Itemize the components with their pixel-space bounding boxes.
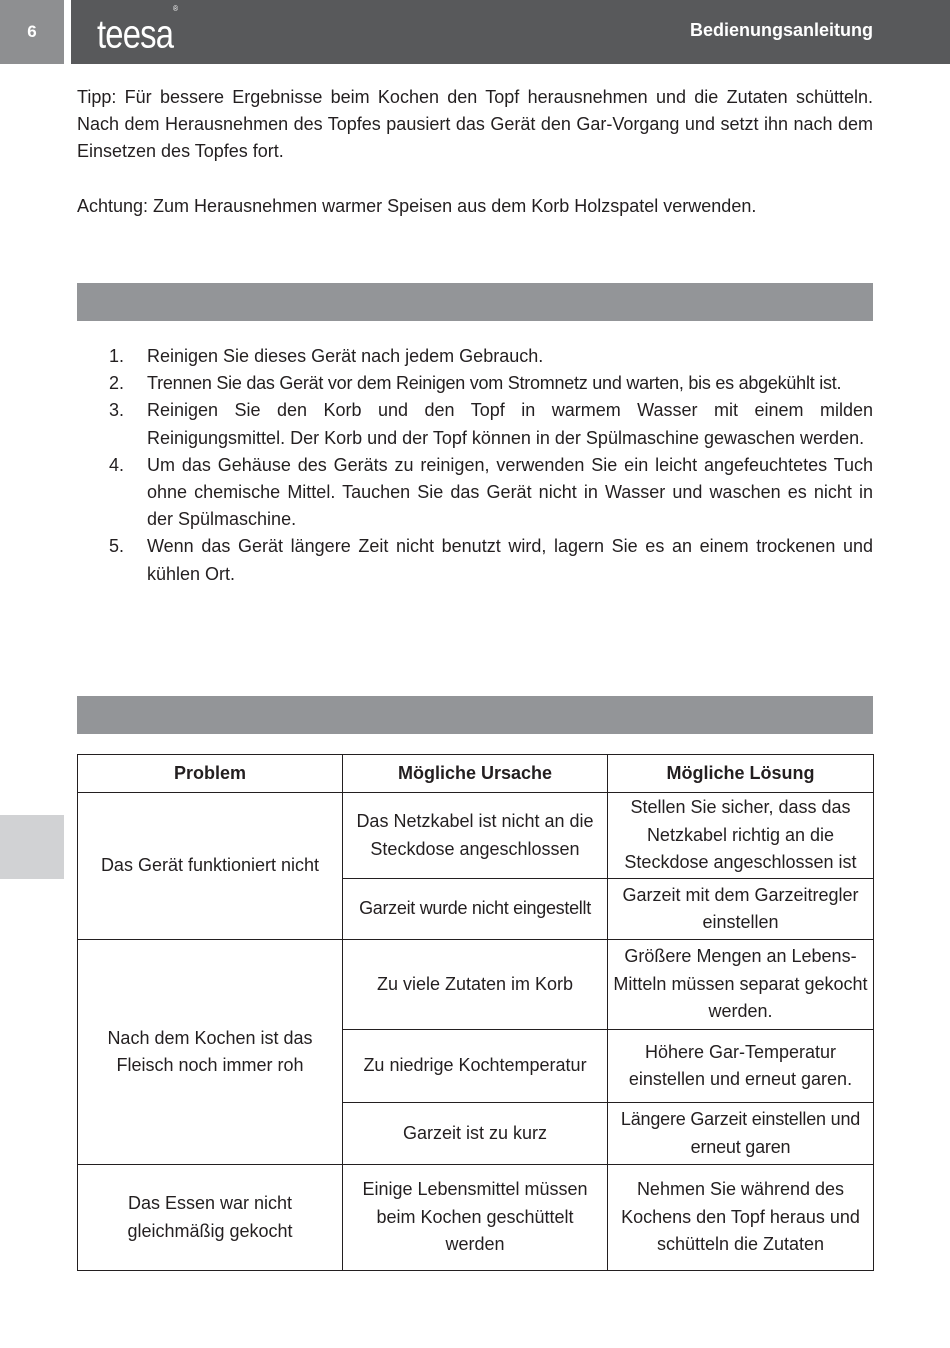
list-item xyxy=(77,397,873,451)
cleaning-steps-list xyxy=(77,343,873,588)
step-number: 1. xyxy=(109,346,125,366)
cleaning-section-bar xyxy=(77,283,873,321)
troubleshooting-table xyxy=(77,754,874,1271)
problem-cell: Das Essen war nicht gleichmäßig gekocht xyxy=(78,1165,343,1271)
header-problem: Problem xyxy=(78,755,343,793)
header-cause: Mögliche Ursache xyxy=(343,755,608,793)
page-header xyxy=(71,0,950,64)
list-item xyxy=(77,533,873,587)
step-text: Um das Gehäuse des Geräts zu reinigen, verwenden Sie ein leicht angefeuchtetes Tuch ohne chemische Mittel. Tauchen Sie das Gerät nicht in Wasser und waschen es nicht in der Spülmaschine. xyxy=(147,454,873,530)
tip-paragraph: Tipp: Für bessere Ergebnisse beim Kochen den Topf herausnehmen und die Zutaten schütteln. Nach dem Herausnehmen des Topfes pausiert das Gerät den Gar-Vorgang und setzt ihn nach dem Einsetzen des Topfes fort. xyxy=(77,87,873,161)
brand-logo-text: teesa xyxy=(97,12,174,57)
troubleshooting-section-bar xyxy=(77,696,873,734)
step-number: 3. xyxy=(109,400,125,421)
solution-cell: Garzeit mit dem Garzeitregler einstellen xyxy=(608,879,874,940)
step-text: Wenn das Gerät längere Zeit nicht benutzt wird, lagern Sie es an einem trockenen und kühlen Ort. xyxy=(147,536,873,584)
solution-cell: Größere Mengen an Lebens-Mitteln müssen separat gekocht werden. xyxy=(608,940,874,1030)
page-number: 6 xyxy=(0,0,64,64)
step-number: 5. xyxy=(109,536,125,557)
list-item xyxy=(77,343,873,370)
step-number: 2. xyxy=(109,373,125,394)
cause-cell: Das Netzkabel ist nicht an die Steckdose angeschlossen xyxy=(343,793,608,879)
manual-title: Bedienungsanleitung xyxy=(689,20,873,40)
list-item xyxy=(77,370,873,397)
step-text: Reinigen Sie den Korb und den Topf in warmem Wasser mit einem milden Reinigungsmittel. Der Korb und der Topf können in der Spülmaschine gewaschen werden. xyxy=(147,400,873,448)
step-text: Trennen Sie das Gerät vor dem Reinigen vom Stromnetz und warten, bis es abgekühlt ist. xyxy=(147,373,842,394)
solution-cell: Längere Garzeit einstellen und erneut garen xyxy=(608,1103,874,1165)
solution-cell: Höhere Gar-Temperatur einstellen und erneut garen. xyxy=(608,1030,874,1103)
list-item xyxy=(77,452,873,534)
solution-cell: Stellen Sie sicher, dass das Netzkabel richtig an die Steckdose angeschlossen ist xyxy=(608,793,874,879)
step-text: Reinigen Sie dieses Gerät nach jedem Gebrauch. xyxy=(147,346,544,366)
table-row xyxy=(78,940,874,1030)
cause-cell: Zu viele Zutaten im Korb xyxy=(343,940,608,1030)
table-row xyxy=(78,793,874,879)
step-number: 4. xyxy=(109,454,125,475)
cause-cell: Zu niedrige Kochtemperatur xyxy=(343,1030,608,1103)
cause-cell: Garzeit ist zu kurz xyxy=(343,1103,608,1165)
problem-cell: Nach dem Kochen ist das Fleisch noch immer roh xyxy=(78,940,343,1165)
header-solution: Mögliche Lösung xyxy=(608,755,874,793)
table-row xyxy=(78,1165,874,1271)
cause-cell: Garzeit wurde nicht eingestellt xyxy=(343,879,608,940)
brand-logo xyxy=(97,6,177,59)
solution-cell: Nehmen Sie während des Kochens den Topf heraus und schütteln die Zutaten xyxy=(608,1165,874,1271)
problem-cell: Das Gerät funktioniert nicht xyxy=(78,793,343,940)
registered-mark: ® xyxy=(173,4,178,13)
table-header-row xyxy=(78,755,874,793)
warning-paragraph: Achtung: Zum Herausnehmen warmer Speisen aus dem Korb Holzspatel verwenden. xyxy=(77,196,757,216)
side-tab xyxy=(0,815,64,879)
cause-cell: Einige Lebensmittel müssen beim Kochen geschüttelt werden xyxy=(343,1165,608,1271)
